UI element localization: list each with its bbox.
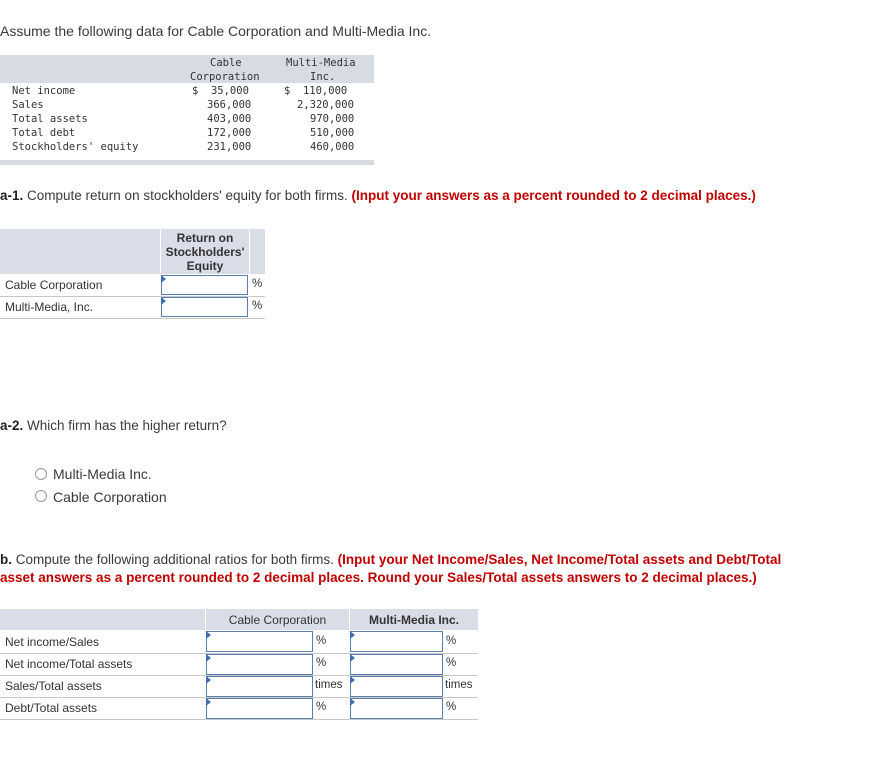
ratio-cable-input-marker [206,631,211,639]
ratio-cable-input[interactable] [206,698,313,719]
radio-label-multi-media[interactable]: Multi-Media Inc. [53,466,152,482]
given-header-cable-1: Cable [210,57,242,69]
ratio-multi-unit: % [446,635,457,647]
ratio-cable-unit: % [316,657,327,669]
ratios-table [0,609,478,721]
given-row-label: Sales [12,99,44,111]
roe-multi-input-marker [161,297,166,305]
ratio-cable-input[interactable] [206,676,313,697]
given-row-label: Total debt [12,127,76,139]
ratio-row-label: Net income/Total assets [5,657,133,671]
given-row-cable: 172,000 [207,127,252,139]
given-row-cable: 366,000 [207,99,252,111]
roe-header-blank [0,229,160,274]
question-b-instruction-2: asset answers as a percent rounded to 2 decimal places. Round your Sales/Total assets answers to 2 decimal places.) [0,570,757,585]
question-b-prefix: b. [0,552,12,567]
ratio-multi-input[interactable] [350,676,443,697]
given-header-multi-2: Inc. [310,71,336,83]
ratio-multi-input-marker [350,631,355,639]
ratio-multi-input[interactable] [350,631,443,652]
ratio-multi-unit: % [446,701,457,713]
roe-cable-unit: % [252,278,263,290]
ratio-multi-unit: % [446,657,457,669]
given-footer-band [0,160,374,165]
question-a2-prefix: a-2. [0,418,24,433]
ratios-header-cable-label: Cable Corporation [228,613,327,627]
roe-row-label: Cable Corporation [5,278,103,292]
question-a1 [0,188,756,203]
given-row-multi: 510,000 [310,127,355,139]
given-row-multi: 460,000 [310,141,355,153]
divider [0,318,265,319]
ratios-header-cable [206,609,349,630]
ratio-cable-input-marker [206,654,211,662]
ratio-cable-unit: % [316,701,327,713]
intro-text: Assume the following data for Cable Corporation and Multi-Media Inc. [0,23,432,39]
roe-header [161,229,249,274]
roe-multi-input[interactable] [161,297,248,317]
question-a1-instruction: (Input your answers as a percent rounded to 2 decimal places.) [351,188,756,203]
given-header-cable-2: Corporation [190,71,260,83]
divider [0,719,478,720]
given-row-cable: 403,000 [207,113,252,125]
ratio-multi-input[interactable] [350,654,443,675]
ratio-cable-input[interactable] [206,654,313,675]
roe-header-line1: Return on [176,231,234,245]
radio-multi-media[interactable] [35,468,47,480]
ratio-cable-input-marker [206,698,211,706]
given-row-multi: 2,320,000 [297,99,354,111]
roe-header-line2: Stockholders' [165,245,245,259]
given-row-label: Total assets [12,113,88,125]
question-b-instruction-1: (Input your Net Income/Sales, Net Income/Total assets and Debt/Total [337,552,782,567]
question-a1-text: Compute return on stockholders' equity for both firms. [23,188,352,203]
ratios-header-blank [0,609,205,630]
ratio-row-label: Net income/Sales [5,635,100,649]
given-header-multi-1: Multi-Media [286,57,356,69]
radio-cable-corporation[interactable] [35,490,47,502]
ratio-multi-unit: times [445,679,473,691]
question-b [0,552,781,567]
roe-header-unit [250,229,265,274]
given-data-table [0,55,374,165]
given-row-label: Net income [12,85,76,97]
ratios-header-multi [350,609,478,630]
given-row-cable: $ 35,000 [192,85,249,97]
ratios-header-multi-label: Multi-Media Inc. [369,613,459,627]
ratio-cable-input[interactable] [206,631,313,652]
roe-header-line3: Equity [186,259,224,273]
ratio-row-label: Debt/Total assets [5,701,98,715]
given-row-multi: $ 110,000 [284,85,348,97]
roe-cable-input-marker [161,275,166,283]
ratio-cable-unit: % [316,635,327,647]
question-a2 [0,418,227,433]
question-b-text: Compute the following additional ratios for both firms. [12,552,338,567]
ratio-cable-input-marker [206,676,211,684]
ratio-cable-unit: times [315,679,343,691]
question-a2-text: Which firm has the higher return? [23,418,227,433]
ratio-multi-input[interactable] [350,698,443,719]
ratio-row-label: Sales/Total assets [5,679,102,693]
roe-table [0,229,265,321]
roe-row-label: Multi-Media, Inc. [5,300,94,314]
ratio-multi-input-marker [350,676,355,684]
ratio-multi-input-marker [350,654,355,662]
roe-cable-input[interactable] [161,275,248,295]
roe-multi-unit: % [252,300,263,312]
given-row-label: Stockholders' equity [12,141,139,153]
ratio-multi-input-marker [350,698,355,706]
question-a1-prefix: a-1. [0,188,24,203]
given-row-multi: 970,000 [310,113,355,125]
radio-label-cable-corporation[interactable]: Cable Corporation [53,489,167,505]
given-row-cable: 231,000 [207,141,252,153]
